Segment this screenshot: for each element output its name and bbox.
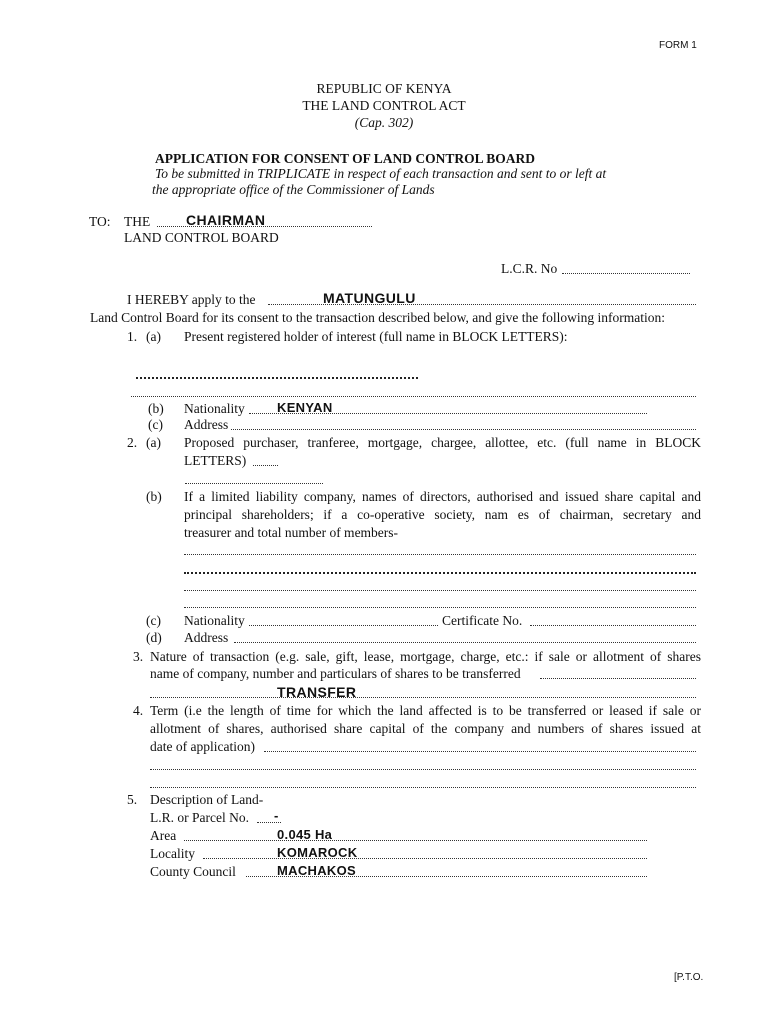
q1b-nationality-value: KENYAN xyxy=(277,400,333,415)
q3-line1: Nature of transaction (e.g. sale, gift, lease, mortgage, charge, etc.: if sale or allotment of shares xyxy=(150,649,701,664)
q5-title: Description of Land- xyxy=(150,792,264,807)
q2a-line2: LETTERS) xyxy=(184,453,247,468)
lcr-label: L.C.R. No xyxy=(501,261,558,276)
q4-field-line-3[interactable] xyxy=(150,787,696,788)
intro-line2: Land Control Board for its consent to the transaction described below, and give the following information: xyxy=(90,310,665,325)
q5-county-value: MACHAKOS xyxy=(277,863,356,878)
q2a-field-line-2[interactable] xyxy=(185,483,323,484)
q5-lr-label: L.R. or Parcel No. xyxy=(150,810,249,825)
q1c-field-line[interactable] xyxy=(231,429,696,430)
q5-lr-value: - xyxy=(274,808,279,823)
q3-line2: name of company, number and particulars of shares to be transferred xyxy=(150,666,521,681)
q4-field-line-1[interactable] xyxy=(264,751,696,752)
q5-county-label: County Council xyxy=(150,864,236,879)
lcr-field-line[interactable] xyxy=(562,273,690,274)
intro-prefix: I HEREBY apply to the xyxy=(127,292,256,307)
q2b-label: (b) xyxy=(146,489,162,504)
q5-area-label: Area xyxy=(150,828,177,843)
q2d-text: Address xyxy=(184,630,229,645)
q4-field-line-2[interactable] xyxy=(150,769,696,770)
header-cap: (Cap. 302) xyxy=(354,115,414,130)
q5-locality-label: Locality xyxy=(150,846,195,861)
q2b-line2: principal shareholders; if a co-operative society, nam es of chairman, secretary and xyxy=(184,507,701,522)
q2b-field-line-3[interactable] xyxy=(184,590,696,591)
q1c-text: Address xyxy=(184,417,229,432)
pto-label: [P.T.O. xyxy=(674,972,704,983)
q2d-label: (d) xyxy=(146,630,162,645)
q2b-field-line-2[interactable] xyxy=(184,572,696,574)
header-republic: REPUBLIC OF KENYA xyxy=(316,81,452,96)
q5-number: 5. xyxy=(127,792,138,807)
q4-line3: date of application) xyxy=(150,739,255,754)
q2c-label: (c) xyxy=(146,613,161,628)
form-subtitle-line1: To be submitted in TRIPLICATE in respect of each transaction and sent to or left at xyxy=(155,166,607,181)
to-label: TO: xyxy=(89,214,111,229)
q4-line2: allotment of shares, authorised share capital of the company and numbers of shares issued at xyxy=(150,721,701,736)
q5-area-field-line[interactable] xyxy=(184,840,647,841)
form-title: APPLICATION FOR CONSENT OF LAND CONTROL BOARD xyxy=(155,151,536,166)
q1-number: 1. xyxy=(127,329,138,344)
q1a-label: (a) xyxy=(146,329,161,344)
q1c-label: (c) xyxy=(148,417,163,432)
q1b-label: (b) xyxy=(148,401,164,416)
q5-locality-value: KOMAROCK xyxy=(277,845,358,860)
q5-locality-field-line[interactable] xyxy=(203,858,647,859)
q4-number: 4. xyxy=(133,703,144,718)
q2b-field-line-4[interactable] xyxy=(184,607,696,608)
to-the: THE xyxy=(124,214,151,229)
q3-field-line-1[interactable] xyxy=(540,678,696,679)
q2-number: 2. xyxy=(127,435,138,450)
q1a-field-line-1[interactable] xyxy=(136,377,418,379)
q3-number: 3. xyxy=(133,649,144,664)
header-act: THE LAND CONTROL ACT xyxy=(302,98,466,113)
q2c-text: Nationality xyxy=(184,613,245,628)
q2b-line1: If a limited liability company, names of directors, authorised and issued share capital and xyxy=(184,489,701,504)
q2a-field-line-1[interactable] xyxy=(253,465,278,466)
q1a-text: Present registered holder of interest (full name in BLOCK LETTERS): xyxy=(184,329,568,344)
q2b-line3: treasurer and total number of members- xyxy=(184,525,399,540)
q2b-field-line-1[interactable] xyxy=(184,554,696,555)
board-name-value: MATUNGULU xyxy=(323,290,416,306)
q2c-certificate-field-line[interactable] xyxy=(530,625,696,626)
q1b-text: Nationality xyxy=(184,401,245,416)
q3-transaction-value: TRANSFER xyxy=(277,684,357,700)
q3-field-line-2[interactable] xyxy=(150,697,696,698)
q2c-nationality-field-line[interactable] xyxy=(249,625,438,626)
q2a-label: (a) xyxy=(146,435,161,450)
form-subtitle-line2: the appropriate office of the Commissioner of Lands xyxy=(152,182,435,197)
q2d-field-line[interactable] xyxy=(234,642,696,643)
form-number-label: FORM 1 xyxy=(659,40,697,51)
q4-line1: Term (i.e the length of time for which the land affected is to be transferred or leased if sale or xyxy=(150,703,701,718)
q5-area-value: 0.045 Ha xyxy=(277,827,333,842)
q2a-line1: Proposed purchaser, tranferee, mortgage, chargee, allottee, etc. (full name in BLOCK xyxy=(184,435,701,450)
chairman-value: CHAIRMAN xyxy=(186,212,266,228)
q2c-certificate-label: Certificate No. xyxy=(442,613,523,628)
land-control-board-label: LAND CONTROL BOARD xyxy=(124,230,279,245)
q1a-field-line-2[interactable] xyxy=(131,396,696,397)
